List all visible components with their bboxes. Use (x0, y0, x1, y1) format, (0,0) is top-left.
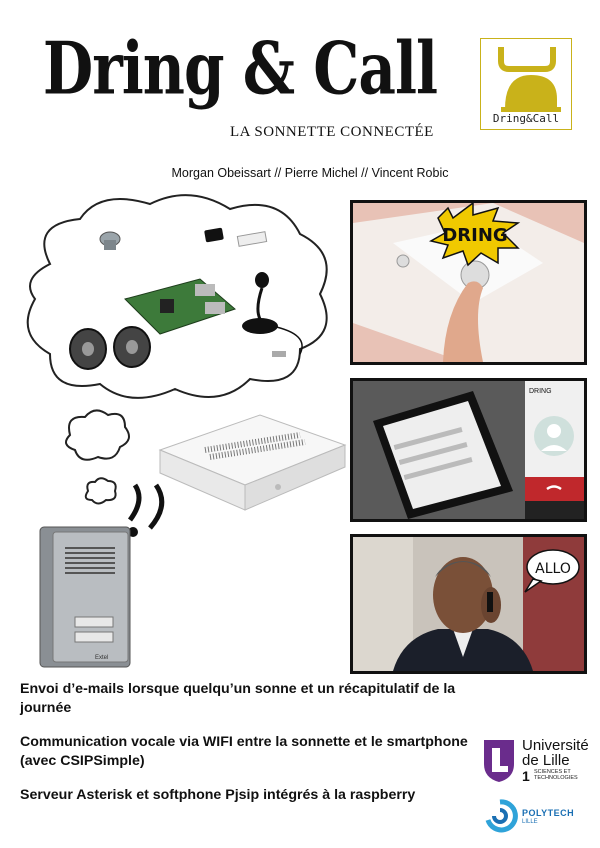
phone-caller-label: DRING (529, 388, 552, 395)
universite-lille-logo (482, 738, 592, 786)
page-title: Dring & Call (42, 26, 438, 111)
page-subtitle: LA SONNETTE CONNECTÉE (230, 124, 434, 140)
features-list (20, 680, 480, 820)
doorbell-photo (350, 200, 587, 365)
university-name: Université de Lille (522, 737, 589, 769)
caller-photo (350, 534, 587, 674)
dring-bubble-text: DRING (442, 225, 508, 246)
polytech-sub: LILLE (522, 819, 538, 825)
feature-item: Envoi d’e-mails lorsque quelqu’un sonne et un récapitulatif de la journée (20, 681, 456, 716)
intercom-brand: Extel (95, 655, 109, 661)
smartphone-photo (350, 378, 587, 522)
dring-call-logo (480, 38, 572, 130)
hangup-button (525, 477, 584, 501)
university-shield-icon (482, 738, 516, 784)
feature-item: Communication vocale via WIFI entre la sonnette et le smartphone (avec CSIPSimple) (20, 734, 468, 769)
logo-label: Dring&Call (492, 112, 560, 125)
intercom-device-icon (35, 522, 145, 672)
university-sub: SCIENCES ET TECHNOLOGIES (534, 769, 578, 781)
polytech-swirl-icon (482, 798, 518, 834)
university-number: 1 (522, 768, 530, 784)
allo-bubble-text: ALLO (535, 561, 571, 577)
feature-item: Serveur Asterisk et softphone Pjsip intégrés à la raspberry (20, 787, 416, 803)
authors-line: Morgan Obeissart // Pierre Michel // Vincent Robic (171, 166, 449, 180)
polytech-name: POLYTECH (522, 808, 575, 818)
polytech-lille-logo (482, 796, 592, 836)
thought-cloud (10, 184, 340, 409)
